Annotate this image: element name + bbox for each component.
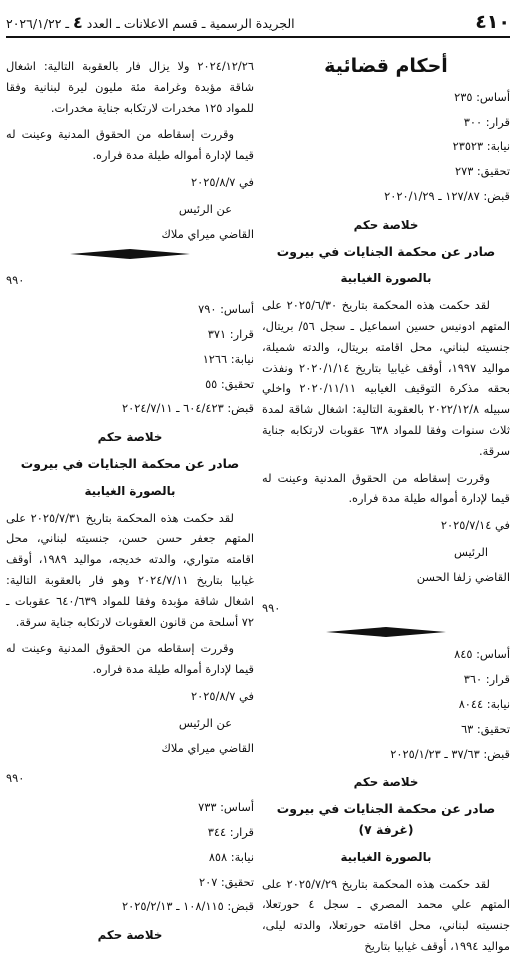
continued-signature-judge: القاضي ميراي ملاك <box>161 226 254 241</box>
left-column <box>6 46 254 943</box>
case2-meta-investigation: تحقيق: ٦٣ <box>461 721 510 736</box>
case1-meta-decision: قرار: ٣٠٠ <box>463 114 510 129</box>
page-header <box>6 8 510 38</box>
case2-ruling-text: لقد حكمت هذه المحكمة بتاريخ ٢٠٢٥/٧/٢٩ على المتهم علي محمد المصري ـ سجل ٤ حورتعلا، جنسيته لبناني، محل اقامته حورتعلا، والدته ليلى، مواليد ١٩٩٤، أوقف غيابيا بتاريخ <box>262 876 511 953</box>
case4-meta-prosecution: نيابة: ٨٥٨ <box>208 849 254 864</box>
case3-summary-title: خلاصة حكم <box>97 430 163 445</box>
case3-date: في ٢٠٢٥/٨/٧ <box>191 688 254 703</box>
continued-date: في ٢٠٢٥/٨/٧ <box>191 174 254 189</box>
case3-meta-prosecution: نيابة: ١٢٦٦ <box>202 351 254 366</box>
case3-signature-judge: القاضي ميراي ملاك <box>161 740 254 755</box>
diamond-divider-icon <box>70 248 190 260</box>
section-title: أحكام قضائية <box>324 55 448 77</box>
case3-meta-arrest: قبض: ٦٠٤/٤٢٣ ـ ٢٠٢٤/٧/١١ <box>122 401 254 416</box>
case2-meta-decision: قرار: ٣٦٠ <box>463 672 510 687</box>
case1-meta-base: أساس: ٢٣٥ <box>454 89 510 104</box>
continued-civil-rights-text: وقررت إسقاطه من الحقوق المدنية وعينت له قيما لإدارة أمواله طيلة مدة فراره. <box>6 127 254 163</box>
case3-signature-role: عن الرئيس <box>178 715 232 730</box>
header-issue-number: ٤ <box>73 12 83 32</box>
case1-date: في ٢٠٢٥/٧/١٤ <box>440 518 510 533</box>
case4-meta-decision: قرار: ٣٤٤ <box>207 824 254 839</box>
case1-mode: بالصورة الغيابية <box>340 271 432 286</box>
case1-signature-role: الرئيس <box>453 544 488 559</box>
case3-civil-rights-text: وقررت إسقاطه من الحقوق المدنية وعينت له قيما لإدارة أمواله طيلة مدة فراره. <box>6 641 254 677</box>
diamond-divider-icon <box>326 626 446 638</box>
separator-ornament <box>262 626 510 638</box>
continued-signature-role: عن الرئيس <box>178 201 232 216</box>
case3-meta-investigation: تحقيق: ٥٥ <box>205 376 254 391</box>
case2-meta-arrest: قبض: ٣٧/٦٣ ـ ٢٠٢٥/١/٢٣ <box>390 746 510 761</box>
case1-meta-investigation: تحقيق: ٢٧٣ <box>454 164 510 179</box>
case1-ad-code: ٩٩٠ <box>262 600 281 615</box>
case3-ad-code: ٩٩٠ <box>6 771 25 786</box>
case3-court: صادر عن محكمة الجنايات في بيروت <box>20 455 240 471</box>
case2-meta-prosecution: نيابة: ٨٠٤٤ <box>458 696 510 711</box>
case3-meta-decision: قرار: ٣٧١ <box>207 326 254 341</box>
case1-ruling-text: لقد حكمت هذه المحكمة بتاريخ ٢٠٢٥/٦/٣٠ على المتهم ادونيس حسين اسماعيل ـ سجل ٥٦/ بريتال، جنسيته لبناني، محل اقامته بريتال، والدته شميلة، مواليد ١٩٩٧، أوقف غيابيا بتاريخ ٢٠٢٠/١/١٤ ونفذت بحقه مذكرة التوقيف الغيابيه ٢٠٢٠/١١/١١ واخلي سبيله ٢٠٢٢/١٢/٨ بالعقوبة التالية: اشغال شاقة لمدة ثلاث سنوات وفقا للمواد ٦٣٨ عقوبات لارتكابه جناية سرقة. <box>262 298 511 458</box>
case4-summary-title: خلاصة حكم <box>97 928 163 943</box>
continued-ruling-text: ٢٠٢٤/١٢/٢٦ ولا يزال فار بالعقوبة التالية: اشغال شاقة مؤبدة وغرامة مئة مليون ليرة لبنانية وفقا للمواد ١٢٥ مخدرات لارتكابه جناية مخدرات. <box>6 59 254 115</box>
case4-meta-investigation: تحقيق: ٢٠٧ <box>198 874 254 889</box>
case2-meta-base: أساس: ٨٤٥ <box>454 647 510 662</box>
case3-meta-base: أساس: ٧٩٠ <box>198 302 254 317</box>
case1-court: صادر عن محكمة الجنايات في بيروت <box>276 243 496 259</box>
separator-ornament <box>6 248 254 260</box>
case1-meta-prosecution: نيابة: ٢٣٥٢٣ <box>452 139 510 154</box>
case2-court: صادر عن محكمة الجنايات في بيروت (غرفة ٧) <box>276 801 496 837</box>
header-publication: الجريدة الرسمية ـ قسم الاعلانات ـ العدد <box>86 15 295 31</box>
case1-civil-rights-text: وقررت إسقاطه من الحقوق المدنية وعينت له قيما لإدارة أمواله طيلة مدة فراره. <box>262 470 510 506</box>
case2-mode: بالصورة الغيابية <box>340 849 432 864</box>
case1-signature-judge: القاضي زلفا الحسن <box>416 569 510 584</box>
case3-mode: بالصورة الغيابية <box>84 483 176 498</box>
case4-meta-base: أساس: ٧٣٣ <box>198 800 254 815</box>
case2-summary-title: خلاصة حكم <box>353 775 419 790</box>
case3-ruling-text: لقد حكمت هذه المحكمة بتاريخ ٢٠٢٥/٧/٣١ على المتهم جعفر حسن حسن، جنسيته لبناني، محل اقامته متواري، والدته خديجه، مواليد ١٩٨٩، أوقف غيابيا بتاريخ ٢٠٢٤/٧/١١ وهو فار بالعقوبة التالية: اشغال شاقة مؤبدة وفقا للمواد ٦٤٠/٦٣٩ عقوبات ـ ٧٢ أسلحة من قانون العقوبات لارتكابه جناية سرقة. <box>6 510 254 629</box>
right-column <box>262 46 511 953</box>
page-number: ٤١٠ <box>475 11 510 33</box>
case1-summary-title: خلاصة حكم <box>353 217 419 232</box>
header-date: ـ ٢٠٢٦/١/٢٢ <box>6 15 70 31</box>
continued-ad-code: ٩٩٠ <box>6 273 25 288</box>
case1-meta-arrest: قبض: ١٢٧/٨٧ ـ ٢٠٢٠/١/٢٩ <box>384 188 510 203</box>
case4-meta-arrest: قبض: ١٠٨/١١٥ ـ ٢٠٢٥/٢/١٣ <box>122 899 254 914</box>
header-title <box>6 13 295 32</box>
